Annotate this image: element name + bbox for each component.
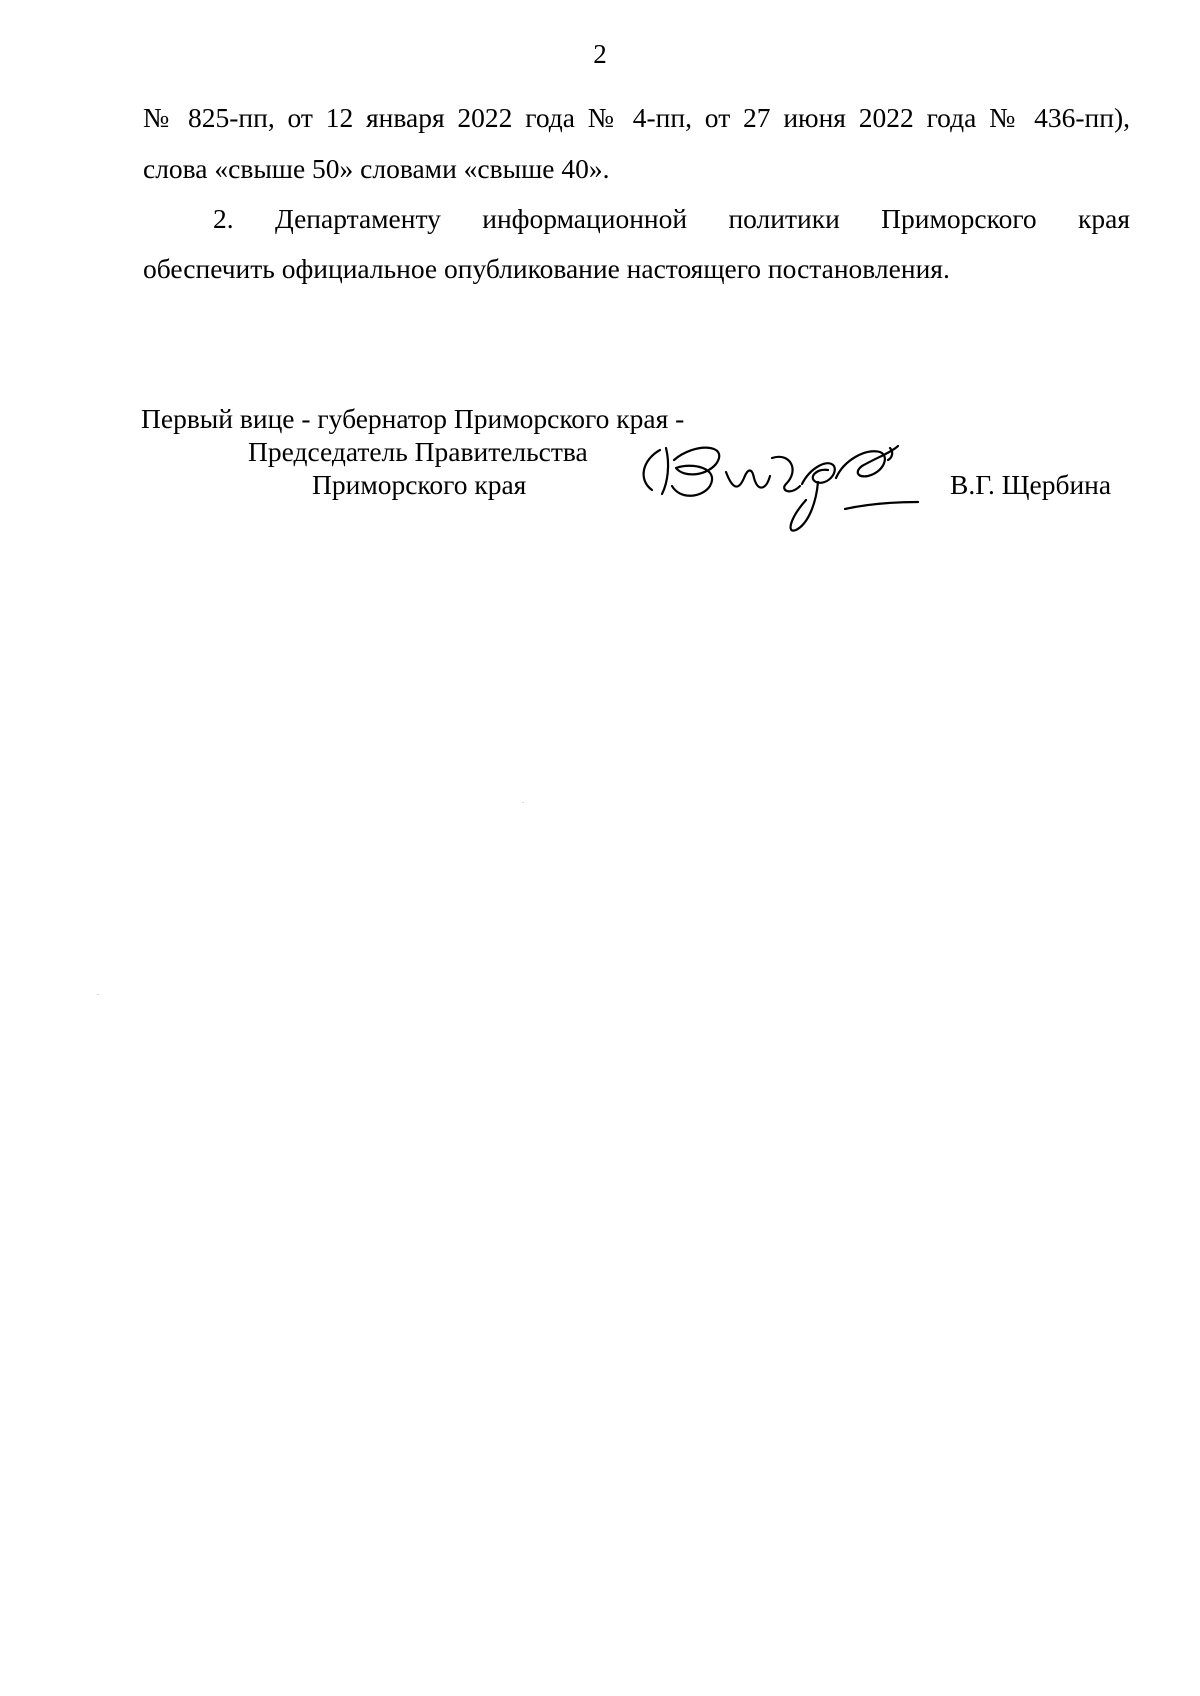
body-line-1: № 825-пп, от 12 января 2022 года № 4-пп, от 27 июня 2022 года № 436-пп), — [143, 102, 1130, 133]
signatory-position-line-2: Председатель Правительства — [248, 436, 588, 467]
signer-name: В.Г. Щербина — [950, 469, 1112, 500]
body-line-2: слова «свыше 50» словами «свыше 40». — [143, 153, 610, 184]
scan-artifact — [97, 994, 99, 995]
handwritten-signature — [640, 438, 930, 538]
page-number: 2 — [593, 39, 607, 69]
signatory-position-line-3: Приморского края — [312, 469, 527, 500]
signatory-position-line-1: Первый вице - губернатор Приморского края - — [141, 403, 685, 434]
item-2-line-1: 2. Департаменту информационной политики Приморского края — [213, 203, 1130, 234]
scan-artifact — [522, 802, 524, 803]
item-2-line-2: обеспечить официальное опубликование настоящего постановления. — [143, 253, 950, 284]
